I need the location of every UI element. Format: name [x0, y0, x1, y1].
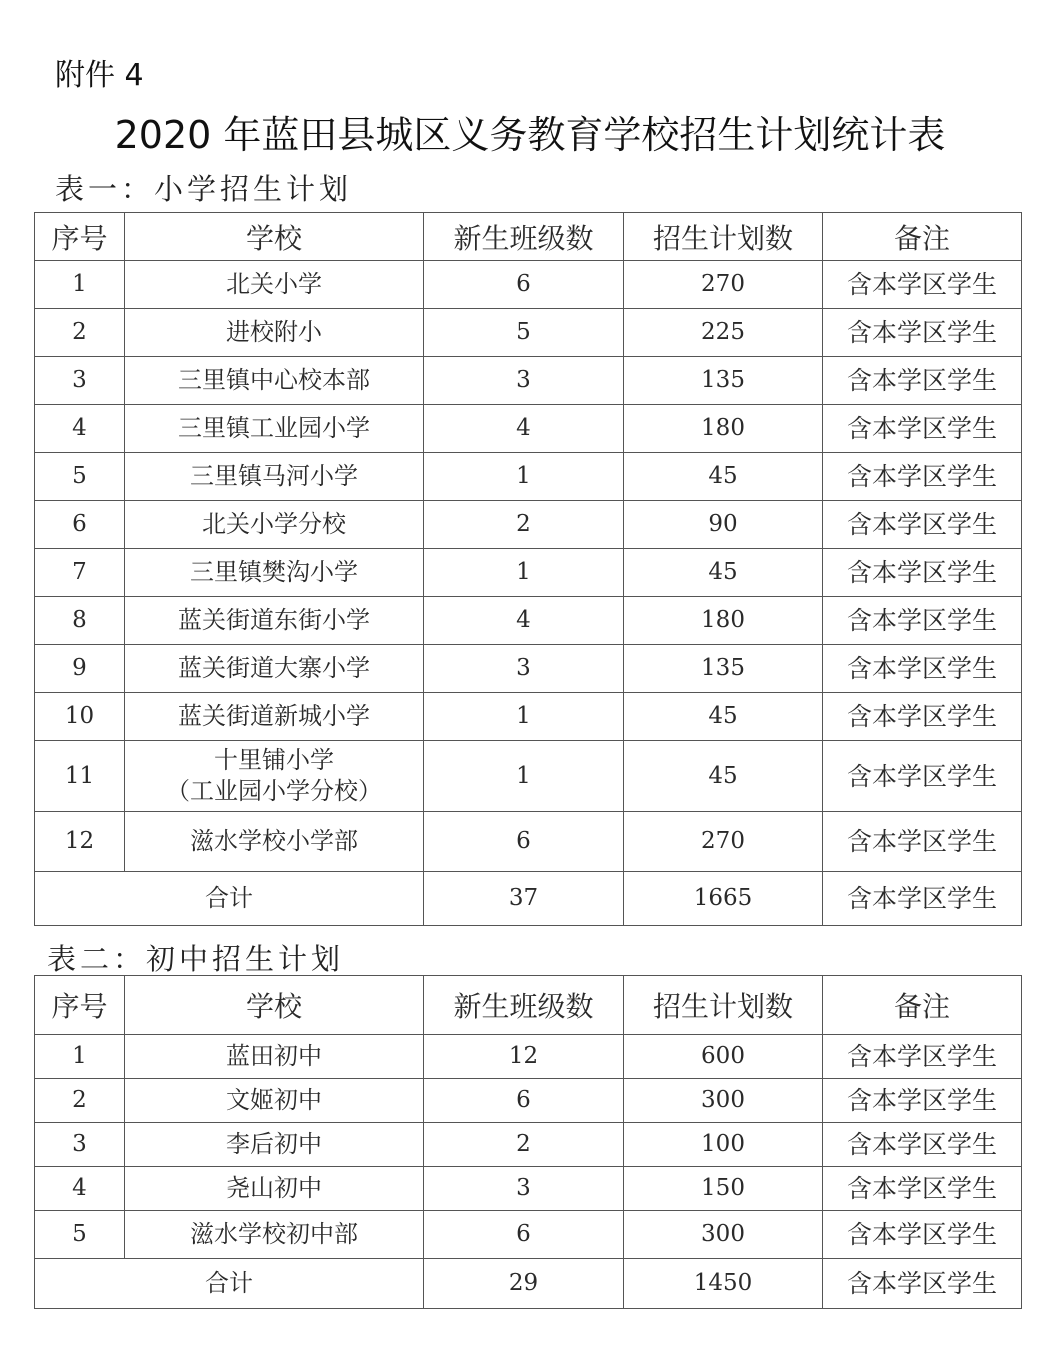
table-row [35, 812, 1022, 872]
cell-plan: 100 [624, 1123, 823, 1167]
cell-remark: 含本学区学生 [823, 645, 1022, 693]
middle-section-title: 表二：初中招生计划 [47, 942, 345, 976]
header-plan: 招生计划数 [624, 213, 823, 261]
cell-plan: 45 [624, 549, 823, 597]
header-school: 学校 [125, 213, 424, 261]
cell-plan: 45 [624, 453, 823, 501]
header-remark: 备注 [823, 213, 1022, 261]
cell-plan: 135 [624, 357, 823, 405]
cell-remark: 含本学区学生 [823, 597, 1022, 645]
cell-plan: 300 [624, 1079, 823, 1123]
table-row [35, 1035, 1022, 1079]
cell-index: 7 [35, 549, 125, 597]
cell-index: 6 [35, 501, 125, 549]
cell-plan: 300 [624, 1211, 823, 1259]
school-note: （工业园小学分校） [166, 777, 382, 805]
cell-index: 12 [35, 812, 125, 872]
cell-school: 北关小学 [125, 261, 424, 309]
cell-school [125, 741, 424, 812]
cell-index: 11 [35, 741, 125, 812]
cell-index: 3 [35, 1123, 125, 1167]
cell-classes: 5 [424, 309, 624, 357]
table-header-row [35, 976, 1022, 1035]
cell-classes: 12 [424, 1035, 624, 1079]
cell-classes: 6 [424, 1211, 624, 1259]
cell-remark: 含本学区学生 [823, 1211, 1022, 1259]
cell-school: 尧山初中 [125, 1167, 424, 1211]
total-label: 合计 [35, 872, 424, 926]
cell-index: 5 [35, 1211, 125, 1259]
cell-remark: 含本学区学生 [823, 357, 1022, 405]
total-classes: 29 [424, 1259, 624, 1309]
cell-classes: 1 [424, 741, 624, 812]
cell-index: 8 [35, 597, 125, 645]
cell-plan: 600 [624, 1035, 823, 1079]
table-row [35, 741, 1022, 812]
cell-classes: 2 [424, 1123, 624, 1167]
total-remark: 含本学区学生 [823, 872, 1022, 926]
cell-classes: 3 [424, 1167, 624, 1211]
cell-remark: 含本学区学生 [823, 453, 1022, 501]
document-title: 2020 年蓝田县城区义务教育学校招生计划统计表 [114, 113, 946, 157]
cell-remark: 含本学区学生 [823, 1035, 1022, 1079]
header-remark: 备注 [823, 976, 1022, 1035]
table-row [35, 453, 1022, 501]
total-remark: 含本学区学生 [823, 1259, 1022, 1309]
cell-index: 5 [35, 453, 125, 501]
middle-enrollment-table [34, 975, 1022, 1309]
table-header-row [35, 213, 1022, 261]
cell-classes: 4 [424, 405, 624, 453]
header-plan: 招生计划数 [624, 976, 823, 1035]
cell-index: 1 [35, 1035, 125, 1079]
cell-classes: 4 [424, 597, 624, 645]
total-plan: 1450 [624, 1259, 823, 1309]
primary-section-title: 表一：小学招生计划 [55, 172, 353, 206]
cell-remark: 含本学区学生 [823, 812, 1022, 872]
school-name: 十里铺小学 [214, 746, 334, 774]
cell-remark: 含本学区学生 [823, 405, 1022, 453]
cell-plan: 90 [624, 501, 823, 549]
cell-index: 9 [35, 645, 125, 693]
header-index: 序号 [35, 213, 125, 261]
table-row [35, 405, 1022, 453]
cell-plan: 180 [624, 405, 823, 453]
cell-classes: 1 [424, 453, 624, 501]
table-row [35, 597, 1022, 645]
cell-remark: 含本学区学生 [823, 261, 1022, 309]
cell-classes: 2 [424, 501, 624, 549]
total-classes: 37 [424, 872, 624, 926]
cell-school: 三里镇马河小学 [125, 453, 424, 501]
cell-plan: 270 [624, 261, 823, 309]
cell-index: 4 [35, 405, 125, 453]
cell-plan: 180 [624, 597, 823, 645]
cell-plan: 150 [624, 1167, 823, 1211]
header-index: 序号 [35, 976, 125, 1035]
table-row [35, 1167, 1022, 1211]
cell-remark: 含本学区学生 [823, 549, 1022, 597]
table-row [35, 357, 1022, 405]
header-classes: 新生班级数 [424, 976, 624, 1035]
table-row [35, 261, 1022, 309]
cell-classes: 3 [424, 645, 624, 693]
cell-classes: 6 [424, 1079, 624, 1123]
cell-remark: 含本学区学生 [823, 501, 1022, 549]
cell-plan: 135 [624, 645, 823, 693]
cell-index: 10 [35, 693, 125, 741]
cell-school: 进校附小 [125, 309, 424, 357]
cell-school: 李后初中 [125, 1123, 424, 1167]
table-row [35, 645, 1022, 693]
cell-index: 2 [35, 309, 125, 357]
table-row [35, 1079, 1022, 1123]
cell-plan: 45 [624, 693, 823, 741]
cell-school: 蓝关街道大寨小学 [125, 645, 424, 693]
cell-school: 蓝关街道新城小学 [125, 693, 424, 741]
cell-classes: 1 [424, 693, 624, 741]
cell-plan: 225 [624, 309, 823, 357]
cell-classes: 6 [424, 812, 624, 872]
total-row [35, 872, 1022, 926]
cell-classes: 1 [424, 549, 624, 597]
total-plan: 1665 [624, 872, 823, 926]
header-school: 学校 [125, 976, 424, 1035]
cell-remark: 含本学区学生 [823, 1167, 1022, 1211]
cell-school: 北关小学分校 [125, 501, 424, 549]
cell-classes: 3 [424, 357, 624, 405]
header-classes: 新生班级数 [424, 213, 624, 261]
cell-classes: 6 [424, 261, 624, 309]
table-row [35, 1123, 1022, 1167]
table-row [35, 693, 1022, 741]
cell-index: 4 [35, 1167, 125, 1211]
total-row [35, 1259, 1022, 1309]
attachment-label: 附件 4 [55, 58, 144, 93]
table-row [35, 1211, 1022, 1259]
cell-school: 三里镇中心校本部 [125, 357, 424, 405]
cell-school: 三里镇樊沟小学 [125, 549, 424, 597]
cell-index: 3 [35, 357, 125, 405]
cell-remark: 含本学区学生 [823, 693, 1022, 741]
cell-remark: 含本学区学生 [823, 1123, 1022, 1167]
cell-plan: 270 [624, 812, 823, 872]
cell-remark: 含本学区学生 [823, 309, 1022, 357]
cell-school: 滋水学校初中部 [125, 1211, 424, 1259]
cell-school: 三里镇工业园小学 [125, 405, 424, 453]
table-row [35, 501, 1022, 549]
cell-index: 2 [35, 1079, 125, 1123]
total-label: 合计 [35, 1259, 424, 1309]
cell-school: 蓝田初中 [125, 1035, 424, 1079]
cell-remark: 含本学区学生 [823, 1079, 1022, 1123]
cell-school: 文姬初中 [125, 1079, 424, 1123]
table-row [35, 309, 1022, 357]
cell-index: 1 [35, 261, 125, 309]
cell-remark: 含本学区学生 [823, 741, 1022, 812]
primary-enrollment-table [34, 212, 1022, 926]
cell-plan: 45 [624, 741, 823, 812]
cell-school: 蓝关街道东街小学 [125, 597, 424, 645]
cell-school: 滋水学校小学部 [125, 812, 424, 872]
table-row [35, 549, 1022, 597]
